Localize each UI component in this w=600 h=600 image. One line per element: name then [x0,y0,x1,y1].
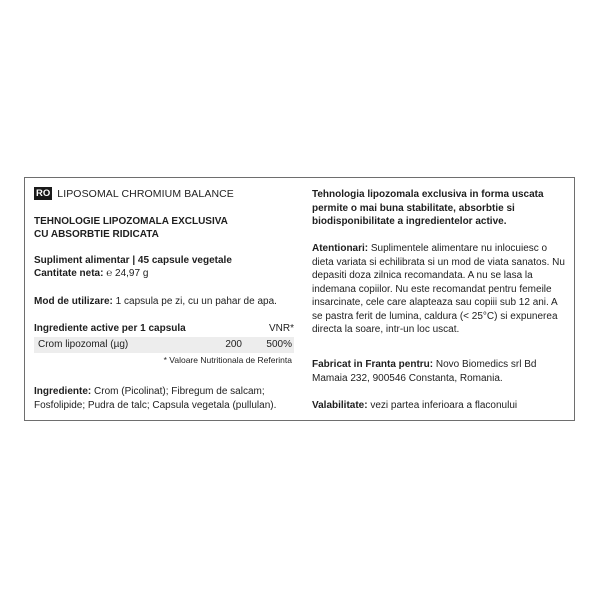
title-row [34,187,234,200]
manufacturer-label: Fabricat in Franta pentru: [312,359,434,370]
warnings-value: Suplimentele alimentare nu inlocuiesc o dieta variata si echilibrata si un mod de viata sanatos. Nu depasiti doza zilnica recomandata. A nu se lasa la indemana copiilor. Nu este recomandat pentru femeile insarcinate, cele care alapteaza sau copiii sub 12 ani. A se pastra ferit de lumina, caldura (< 25°C) si expunerea directa la soare, intr-un loc uscat. [312,243,565,335]
table-header-left: Ingrediente active per 1 capsula [34,323,186,334]
ingredient-name: Crom lipozomal (µg) [38,339,129,350]
subtitle-line-2: CU ABSORBTIE RIDICATA [34,229,159,240]
table-row [34,337,294,353]
validity-label: Valabilitate: [312,400,368,411]
product-title: LIPOSOMAL CHROMIUM BALANCE [57,187,234,200]
ingredients-value: Crom (Picolinat); Fibregum de salcam; Fosfolipide; Pudra de talc; Capsula vegetala (pullulan). [34,386,277,411]
validity [312,399,570,413]
net-quantity [34,267,148,280]
ingredients-list [34,385,296,412]
table-footnote: * Valoare Nutritionala de Referinta [163,355,292,365]
technology-text: Tehnologia lipozomala exclusiva in forma uscata permite o mai buna stabilitate, absorbtie si biodisponibilitate a ingredientelor active. [312,189,544,227]
usage-value: 1 capsula pe zi, cu un pahar de apa. [112,296,277,307]
ingredients-label: Ingrediente: [34,386,92,397]
warnings-label: Atentionari: [312,243,369,254]
active-ingredients-table [34,321,294,367]
usage-label: Mod de utilizare: [34,296,113,307]
usage-instructions [34,295,277,308]
manufacturer [312,358,552,385]
table-header [34,321,294,337]
supplement-line: Supliment alimentar | 45 capsule vegetale [34,255,232,266]
table-header-vnr: VNR* [268,323,294,334]
manufacturer-value: Novo Biomedics srl Bd Mamaia 232, 900546 Constanta, Romania. [312,359,537,384]
subtitle-line-1: TEHNOLOGIE LIPOZOMALA EXCLUSIVA [34,216,228,227]
product-label [24,177,575,421]
net-quantity-label: Cantitate neta: [34,268,104,279]
validity-value: vezi partea inferioara a flaconului [367,400,518,411]
net-quantity-value: ℮ 24,97 g [106,268,149,279]
language-badge: RO [36,188,51,199]
ingredient-vnr: 500% [266,339,292,350]
warnings [312,242,570,337]
ingredient-amount: 200 [225,339,242,350]
